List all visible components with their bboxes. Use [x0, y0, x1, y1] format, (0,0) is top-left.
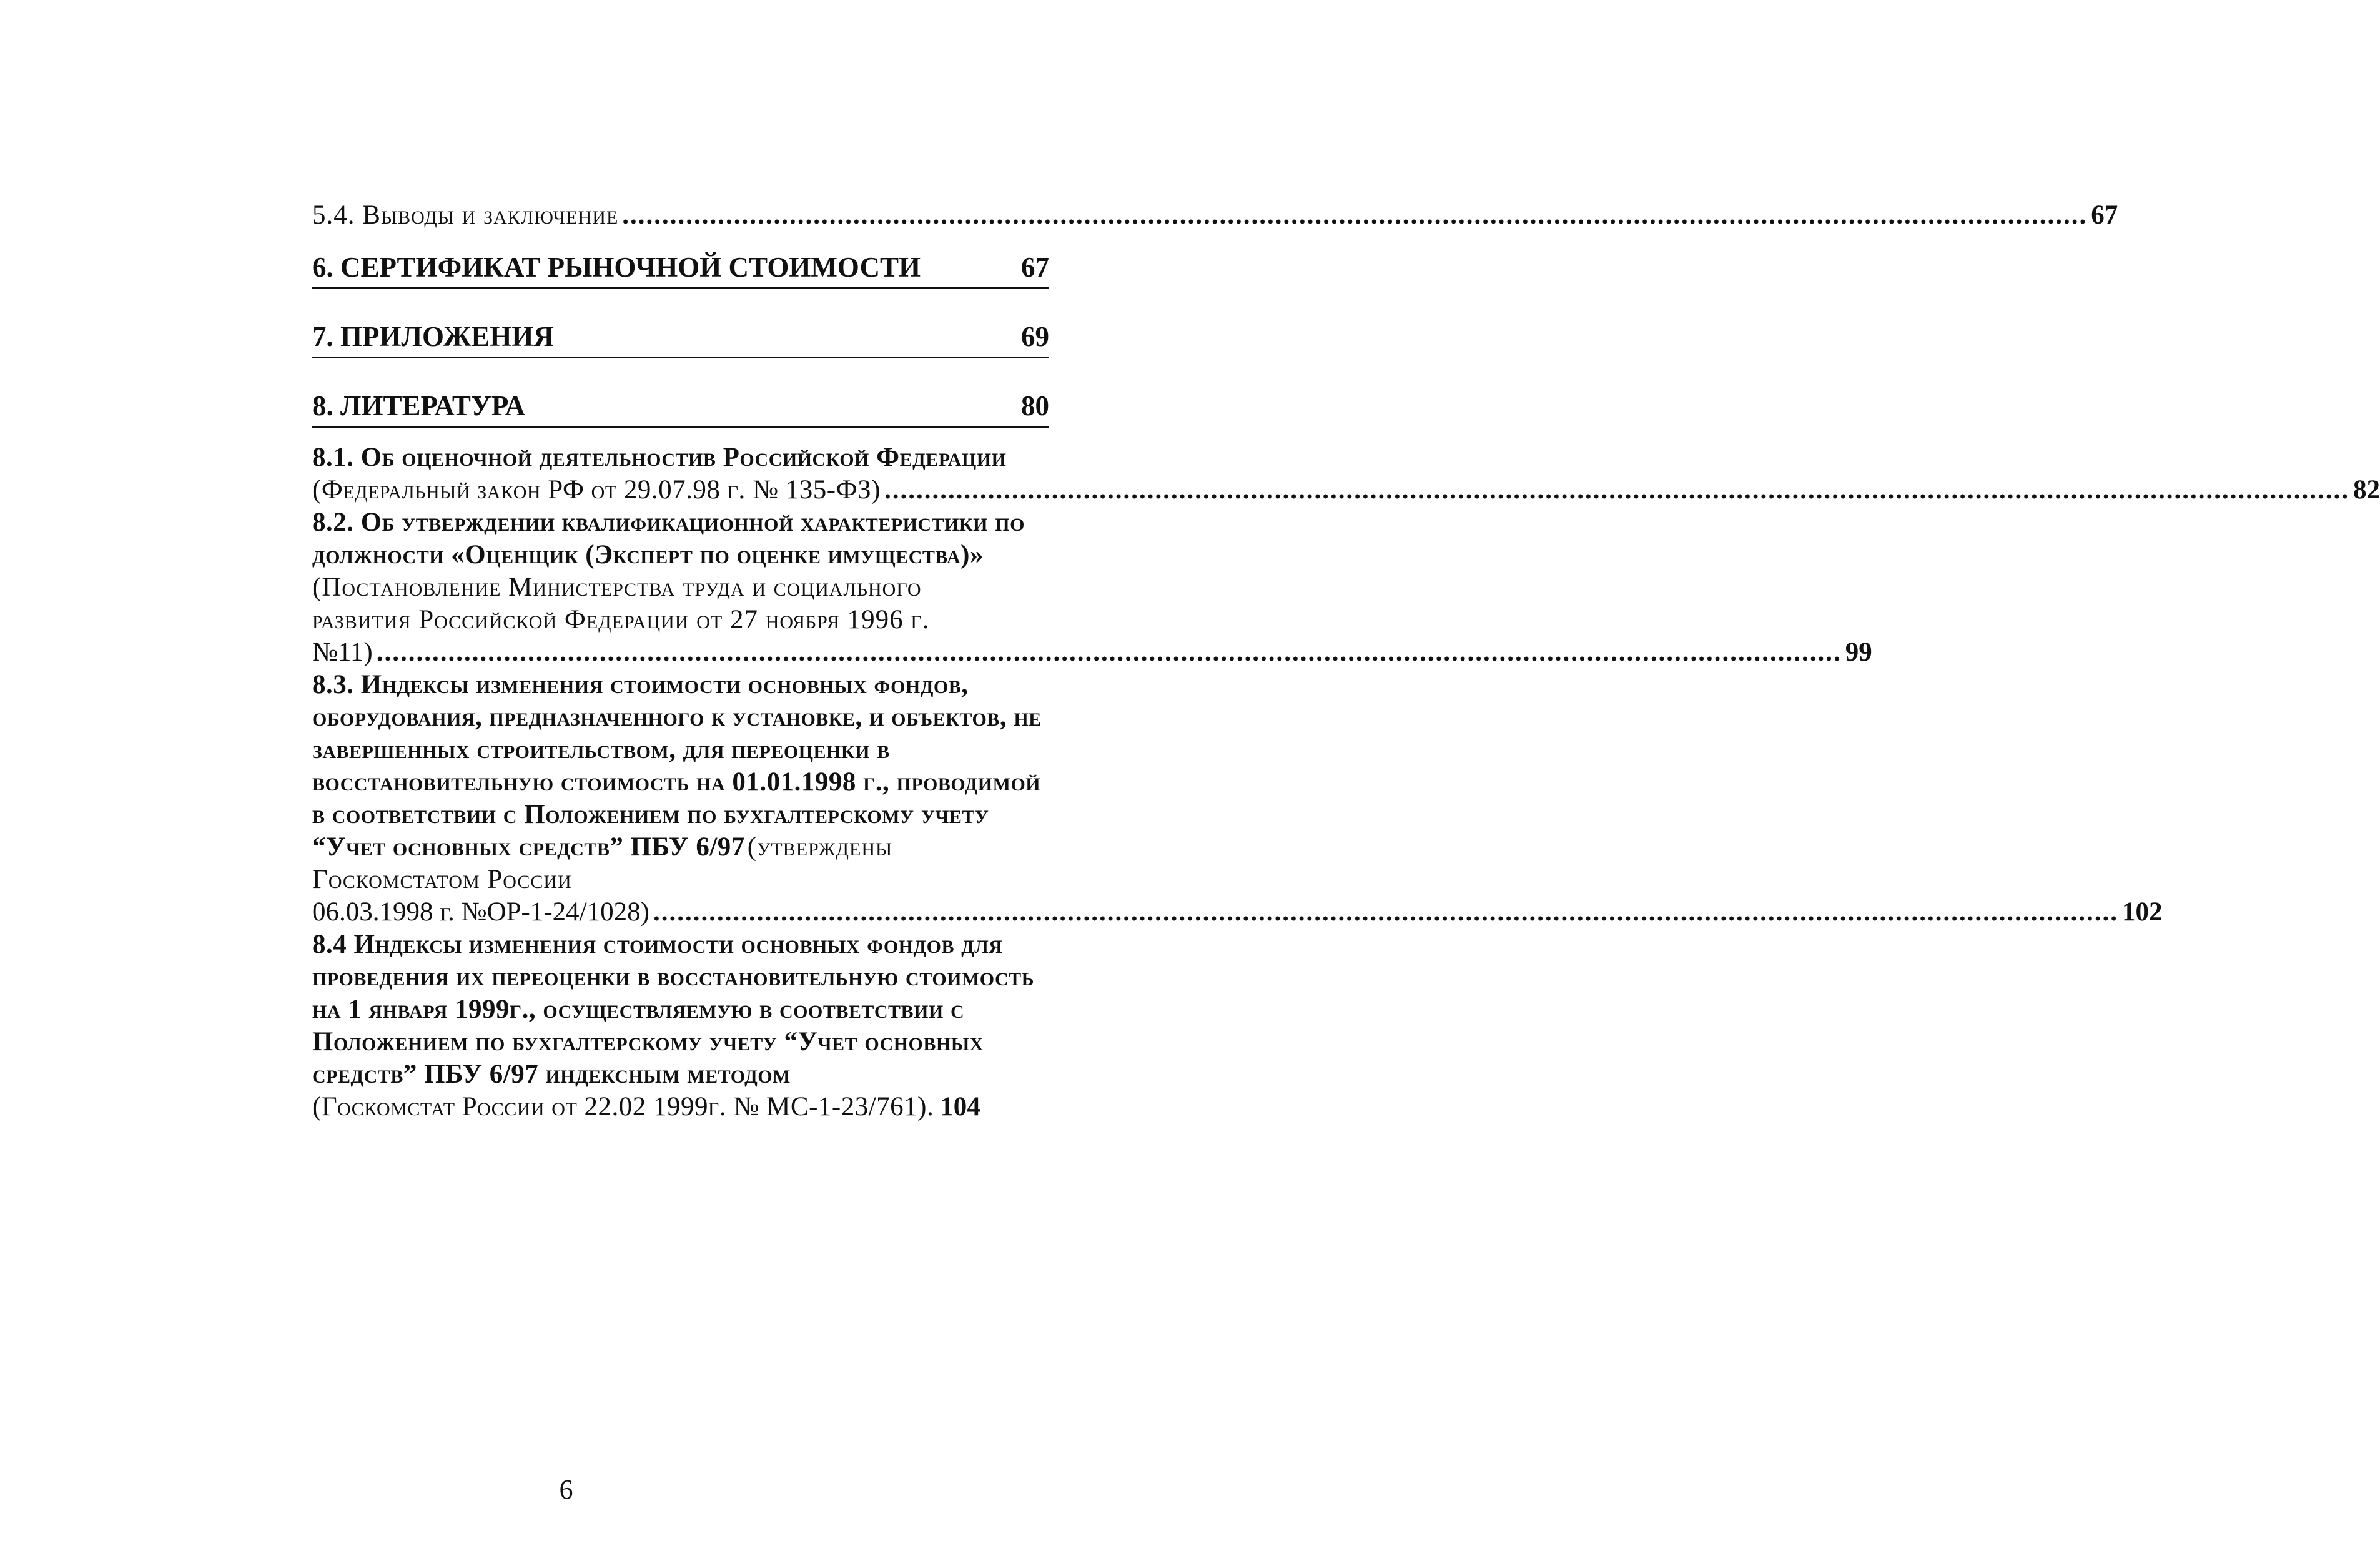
- toc-entry-source: развития Российской Федерации от 27 ноября 1996 г.: [312, 605, 930, 634]
- toc-entry-heading-block: [312, 669, 1049, 896]
- toc-entry-page: 104: [940, 1092, 980, 1121]
- toc-chapter-title: 8. ЛИТЕРАТУРА: [312, 390, 526, 421]
- toc-entry-heading: 8.4 Индексы изменения стоимости основных фондов для проведения их переоценки в восстановительную стоимость на 1 января 1999г., осуществляемую в соответствии с Положением по бухгалтерскому учету “Учет основных средств” ПБУ 6/97 индексным методом: [312, 930, 1035, 1089]
- toc-chapter-6[interactable]: [312, 250, 1049, 289]
- toc-entry-5-4[interactable]: [312, 199, 2118, 232]
- toc-entry-heading: 8.1. Об оценочной деятельностив Российской Федерации: [312, 443, 1007, 472]
- toc-entry-source: (Федеральный закон РФ от 29.07.98 г. № 135-ФЗ): [312, 475, 881, 505]
- toc-entry-source: №11): [312, 638, 373, 667]
- toc-entry-8-2[interactable]: [312, 506, 1872, 669]
- toc-chapter-7[interactable]: [312, 319, 1049, 358]
- toc-entry-source-line: [312, 1091, 1049, 1123]
- toc-entry-8-4[interactable]: [312, 928, 1049, 1123]
- toc-entry-8-3[interactable]: [312, 669, 2163, 928]
- toc-entry-heading: 8.3. Индексы изменения стоимости основных фондов, оборудования, предназначенного к установке, и объектов, не завершенных строительством, для переоценки в восстановительную стоимость на 01.01.1998 г., проводимой в соответствии с Положением по бухгалтерскому учету “Учет основных средств” ПБУ 6/97: [312, 670, 1042, 862]
- toc-entry-page: 99: [1845, 638, 1872, 667]
- toc-chapter-8[interactable]: [312, 388, 1049, 428]
- toc-chapter-page: 69: [1021, 321, 1049, 352]
- dot-leader: ........................................................................................................................................................................................: [884, 475, 2349, 505]
- toc-entry-source-line: [312, 896, 2163, 928]
- toc-entry-source: (Госкомстат России от 22.02 1999г. № МС-1-23/761).: [312, 1092, 934, 1121]
- toc-entry-page: 82: [2353, 475, 2380, 505]
- toc-entry-page: 67: [2091, 200, 2118, 230]
- toc-entry-source: 06.03.1998 г. №ОР-1-24/1028): [312, 897, 649, 927]
- dot-leader: ........................................................................................................................................................................................: [376, 638, 1842, 667]
- toc-entry-source: (утверждены Госкомстатом России: [312, 832, 893, 894]
- toc-entry-page: 102: [2121, 897, 2163, 927]
- toc-entry-source: (Постановление Министерства труда и социального: [312, 573, 922, 602]
- toc-chapter-title: 6. СЕРТИФИКАТ РЫНОЧНОЙ СТОИМОСТИ: [312, 252, 921, 283]
- toc-entry-source-line: [312, 636, 1872, 669]
- toc-entry-source-line: [312, 474, 2380, 506]
- toc-entry-title: 5.4. Выводы и заключение: [312, 200, 619, 230]
- toc-chapter-page: 80: [1021, 390, 1049, 421]
- table-of-contents: [312, 199, 2380, 1123]
- toc-entry-8-1[interactable]: [312, 441, 2380, 506]
- page-number: 6: [559, 1474, 573, 1505]
- dot-leader: ........................................................................................................................................................................................: [653, 897, 2118, 927]
- toc-chapter-title: 7. ПРИЛОЖЕНИЯ: [312, 321, 554, 352]
- toc-chapter-page: 67: [1021, 252, 1049, 283]
- toc-entry-heading: 8.2. Об утверждении квалификационной характеристики по должности «Оценщик (Эксперт по оценке имущества)»: [312, 508, 1025, 569]
- dot-leader: ........................................................................................................................................................................................: [622, 200, 2088, 230]
